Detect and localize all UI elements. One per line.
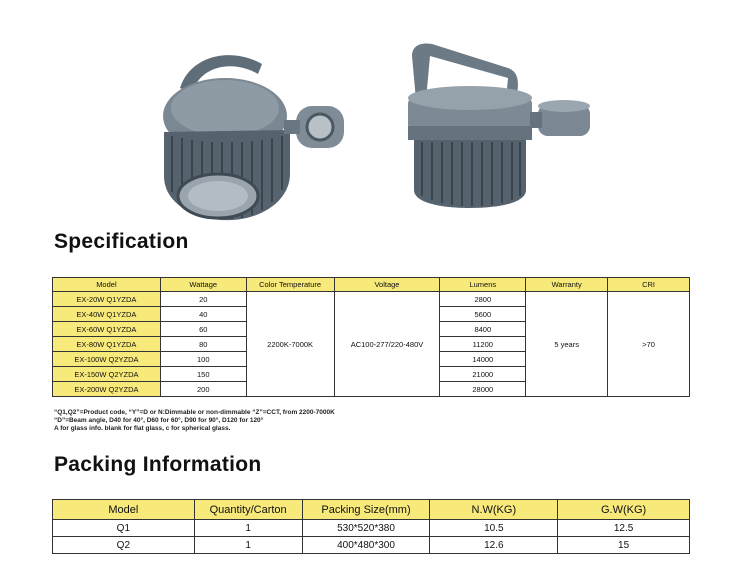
quantity-cell: 1 <box>194 537 302 554</box>
spec-header-color-temperature: Color Temperature <box>246 278 334 292</box>
specification-heading: Specification <box>54 230 189 253</box>
packing-header-quantity: Quantity/Carton <box>194 500 302 520</box>
note-line: “Q1,Q2”=Product code, “Y”=D or N:Dimmable or non-dimmable “Z”=CCT, from 2200-7000K <box>54 409 335 416</box>
wattage-cell: 150 <box>160 367 246 382</box>
spec-header-voltage: Voltage <box>334 278 440 292</box>
model-cell: EX-60W Q1YZDA <box>53 322 161 337</box>
lumens-cell: 14000 <box>440 352 526 367</box>
packing-heading: Packing Information <box>54 453 262 476</box>
table-row <box>53 520 690 537</box>
specification-table <box>52 277 690 397</box>
model-cell: EX-20W Q1YZDA <box>53 292 161 307</box>
lumens-cell: 5600 <box>440 307 526 322</box>
spec-header-cri: CRI <box>608 278 690 292</box>
packing-header-model: Model <box>53 500 195 520</box>
spec-header-model: Model <box>53 278 161 292</box>
wattage-cell: 60 <box>160 322 246 337</box>
model-cell: EX-100W Q2YZDA <box>53 352 161 367</box>
note-line: A for glass info. blank for flat glass, c for spherical glass. <box>54 425 231 432</box>
table-row <box>53 537 690 554</box>
lumens-cell: 11200 <box>440 337 526 352</box>
color-temperature-cell: 2200K-7000K <box>246 292 334 397</box>
gw-cell: 15 <box>558 537 690 554</box>
quantity-cell: 1 <box>194 520 302 537</box>
product-photo-angled <box>150 46 360 226</box>
wattage-cell: 200 <box>160 382 246 397</box>
lumens-cell: 21000 <box>440 367 526 382</box>
size-cell: 530*520*380 <box>302 520 430 537</box>
packing-table <box>52 499 690 554</box>
model-cell: Q2 <box>53 537 195 554</box>
model-cell: EX-150W Q2YZDA <box>53 367 161 382</box>
warranty-cell: 5 years <box>526 292 608 397</box>
spec-header-wattage: Wattage <box>160 278 246 292</box>
wattage-cell: 100 <box>160 352 246 367</box>
lumens-cell: 28000 <box>440 382 526 397</box>
spec-header-lumens: Lumens <box>440 278 526 292</box>
nw-cell: 10.5 <box>430 520 558 537</box>
nw-cell: 12.6 <box>430 537 558 554</box>
lumens-cell: 2800 <box>440 292 526 307</box>
model-cell: Q1 <box>53 520 195 537</box>
spec-header-warranty: Warranty <box>526 278 608 292</box>
lumens-cell: 8400 <box>440 322 526 337</box>
model-cell: EX-200W Q2YZDA <box>53 382 161 397</box>
note-line: “D”=Beam angle, D40 for 40°, D60 for 60°, D90 for 90°, D120 for 120° <box>54 417 264 424</box>
voltage-cell: AC100-277/220-480V <box>334 292 440 397</box>
size-cell: 400*480*300 <box>302 537 430 554</box>
packing-header-gw: G.W(KG) <box>558 500 690 520</box>
table-row <box>53 292 690 307</box>
packing-header-row <box>53 500 690 520</box>
wattage-cell: 40 <box>160 307 246 322</box>
model-cell: EX-80W Q1YZDA <box>53 337 161 352</box>
packing-header-size: Packing Size(mm) <box>302 500 430 520</box>
gw-cell: 12.5 <box>558 520 690 537</box>
product-photo-side <box>398 40 598 216</box>
model-cell: EX-40W Q1YZDA <box>53 307 161 322</box>
wattage-cell: 80 <box>160 337 246 352</box>
cri-cell: >70 <box>608 292 690 397</box>
wattage-cell: 20 <box>160 292 246 307</box>
spec-header-row <box>53 278 690 292</box>
packing-header-nw: N.W(KG) <box>430 500 558 520</box>
spec-notes <box>54 409 335 433</box>
